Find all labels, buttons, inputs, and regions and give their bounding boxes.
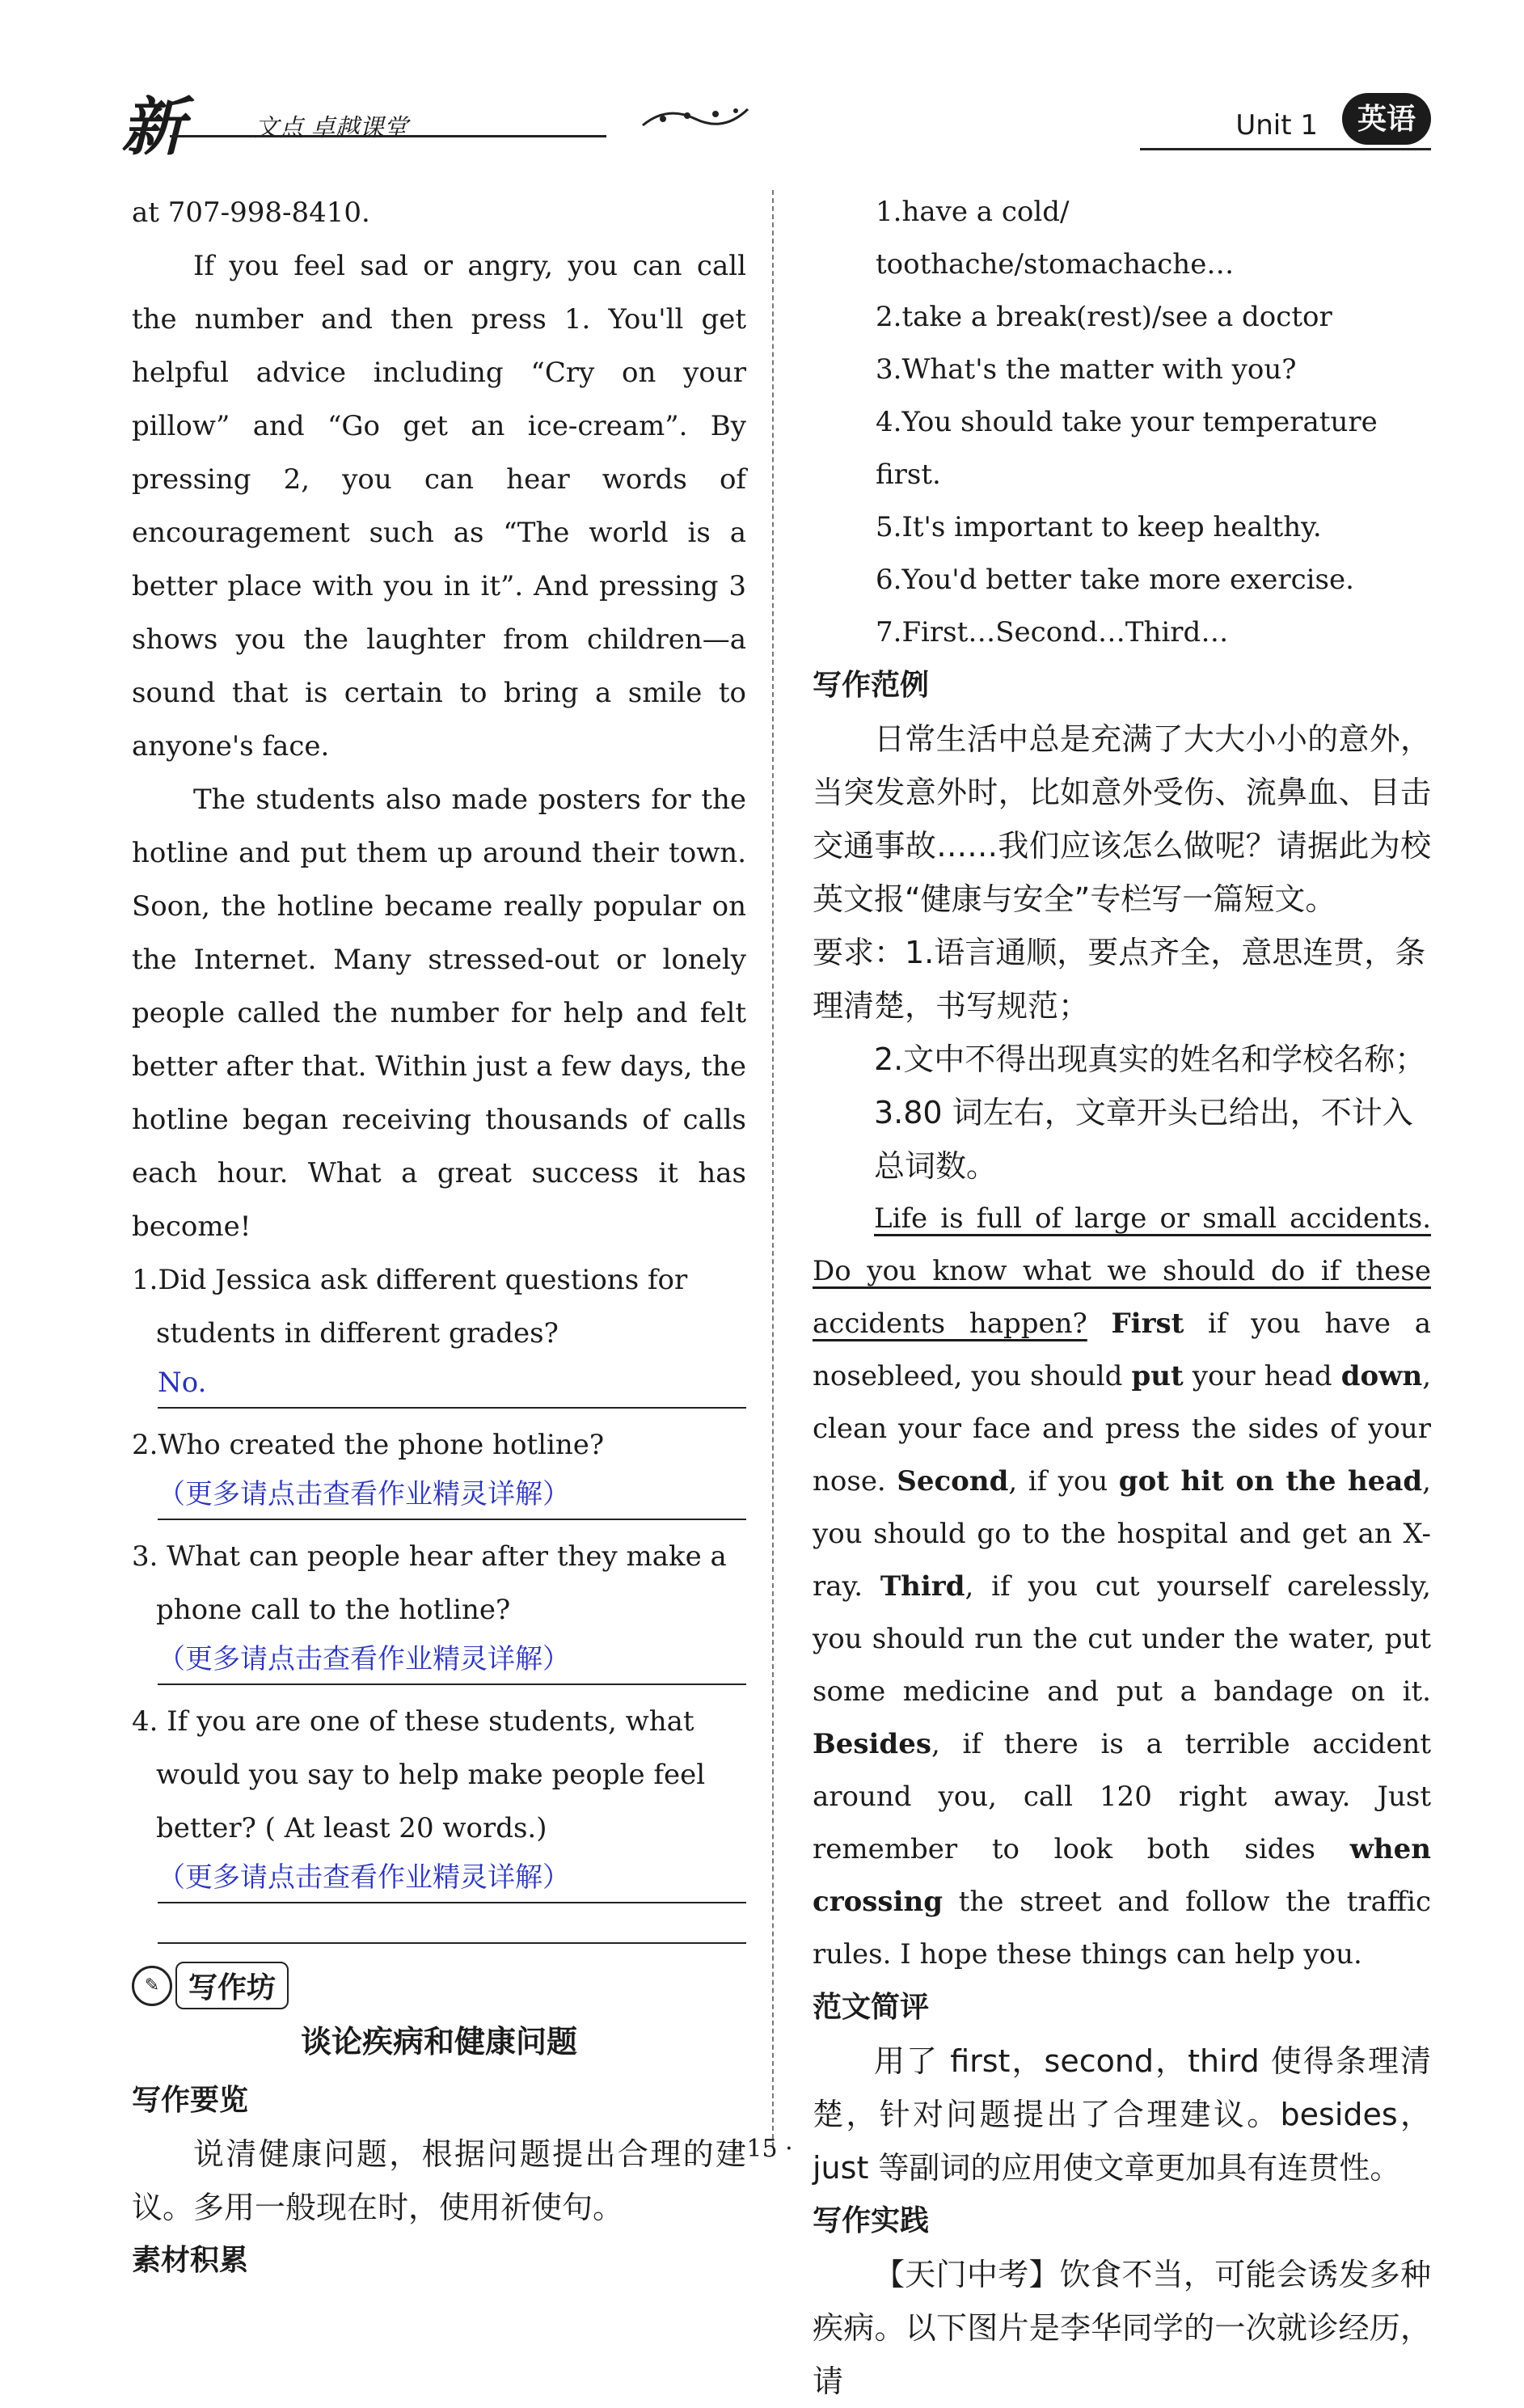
question-text: 1.Did Jessica ask different questions for students in different grades? xyxy=(132,1264,688,1350)
practice-heading: 写作实践 xyxy=(813,2204,930,2237)
page-number: · 15 · xyxy=(731,2135,793,2163)
unit-label: Unit 1 xyxy=(1235,109,1318,142)
answer-link[interactable]: （更多请点击查看作业精灵详解） xyxy=(158,1643,570,1675)
expression-item: 1.have a cold/ toothache/stomachache… xyxy=(876,196,1235,281)
answer-link[interactable]: （更多请点击查看作业精灵详解） xyxy=(158,1861,570,1894)
writing-prompt: 日常生活中总是充满了大大小小的意外，当突发意外时，比如意外受伤、流鼻血、目击交通事故……我们应该怎么做呢？请据此为校英文报“健康与安全”专栏写一篇短文。 xyxy=(813,721,1431,917)
sample-text: your head xyxy=(1183,1360,1341,1392)
expression-item: 4.You should take your temperature first. xyxy=(876,406,1378,491)
sample-text: if you have a nosebleed, you should xyxy=(813,1308,1432,1392)
sample-text: the street and follow the traffic rules. I hope these things can help you. xyxy=(813,1886,1431,1971)
keyword: First xyxy=(1111,1308,1184,1340)
flourish-ornament xyxy=(639,101,752,133)
brand-subtitle: 文点 卓越课堂 xyxy=(255,114,408,142)
answer-line xyxy=(158,1942,746,1944)
passage-para-3: The students also made posters for the hotline and put them up around their town. Soon, the hotline became really popular on the Internet. Many stressed-out or lonely people called the number for help and felt better after that. Within just a few days, the hotline began receiving thousands of calls each hour. What a great success it has become! xyxy=(132,784,746,1243)
right-column xyxy=(813,186,1431,2408)
keyword: when crossing xyxy=(813,1833,1431,1918)
question-text: 4. If you are one of these students, what would you say to help make people feel better? ( At least 20 words.) xyxy=(132,1705,706,1844)
answer-line xyxy=(158,1902,746,1903)
answer-text: No. xyxy=(158,1367,207,1399)
overview-text: 说清健康问题，根据问题提出合理的建议。多用一般现在时，使用祈使句。 xyxy=(132,2136,746,2225)
keyword: Third xyxy=(880,1570,965,1603)
expression-item: 7.First…Second…Third… xyxy=(876,616,1229,648)
expression-item: 2.take a break(rest)/see a doctor xyxy=(876,301,1332,333)
question-1 xyxy=(132,1253,746,1409)
subject-badge: 英语 xyxy=(1342,93,1431,145)
sample-text: , you should go to the hospital and get an X-ray. xyxy=(813,1465,1431,1603)
question-text: 3. What can people hear after they make a phone call to the hotline? xyxy=(132,1540,727,1626)
answer-line xyxy=(158,1683,746,1685)
pen-icon: ✎ xyxy=(132,1966,172,2006)
expression-item: 3.What's the matter with you? xyxy=(876,353,1297,386)
passage-para-2: If you feel sad or angry, you can call the number and then press 1. You'll get helpful advice including “Cry on your pillow” and “Go get an ice-cream”. By pressing 2, you can hear words of encouragement such as “The world is a better place with you in it”. And pressing 3 shows you the laughter from children—a sound that is certain to bring a smile to anyone's face. xyxy=(132,250,746,763)
question-3 xyxy=(132,1530,746,1685)
header-rule xyxy=(170,135,606,137)
question-2 xyxy=(132,1418,746,1520)
keyword: Second xyxy=(897,1465,1009,1498)
left-column xyxy=(132,186,746,2288)
sample-text: , clean your face and press the sides of your nose. xyxy=(813,1360,1431,1498)
sample-text: , if there is a terrible accident around you, call 120 right away. Just remember to look both sides xyxy=(813,1728,1431,1865)
section-banner xyxy=(132,1962,746,2009)
answer-link[interactable]: （更多请点击查看作业精灵详解） xyxy=(158,1478,570,1510)
keyword: Besides xyxy=(813,1728,931,1760)
sample-text: , if you cut yourself carelessly, you should run the cut under the water, put some medicine and put a bandage on it. xyxy=(813,1570,1431,1708)
practice-text: 【天门中考】饮食不当，可能会诱发多种疾病。以下图片是李华同学的一次就诊经历，请 xyxy=(813,2257,1431,2399)
question-4 xyxy=(132,1695,746,1944)
column-divider xyxy=(772,190,774,2147)
requirement-2: 2.文中不得出现真实的姓名和学校名称； xyxy=(874,1041,1426,1077)
review-heading: 范文简评 xyxy=(813,1991,930,2024)
brand-logo: 新 xyxy=(121,91,182,164)
requirement-1: 要求：1.语言通顺，要点齐全，意思连贯，条理清楚，书写规范； xyxy=(813,935,1426,1024)
header-right-rule xyxy=(1140,148,1431,150)
requirement-3: 3.80 词左右，文章开头已给出，不计入总词数。 xyxy=(874,1095,1413,1184)
question-text: 2.Who created the phone hotline? xyxy=(132,1429,605,1461)
section-title: 谈论疾病和健康问题 xyxy=(300,2024,577,2059)
expression-item: 5.It's important to keep healthy. xyxy=(876,511,1322,543)
sample-text: , if you xyxy=(1008,1465,1119,1498)
answer-line xyxy=(158,1407,746,1409)
example-heading: 写作范例 xyxy=(813,669,930,702)
review-text: 用了 first，second，third 使得条理清楚，针对问题提出了合理建议。besides，just 等副词的应用使文章更加具有连贯性。 xyxy=(813,2043,1431,2186)
expression-list xyxy=(813,186,1431,659)
passage-para-1: at 707-998-8410. xyxy=(132,196,370,229)
page-header xyxy=(121,77,1431,164)
section-label: 写作坊 xyxy=(175,1962,289,2009)
keyword: got hit on the head xyxy=(1118,1465,1423,1498)
sample-essay xyxy=(813,1193,1431,1981)
sample-intro: Life is full of large or small accidents. Do you know what we should do if these accidents happen? xyxy=(813,1202,1431,1340)
answer-line xyxy=(158,1519,746,1520)
expression-item: 6.You'd better take more exercise. xyxy=(876,564,1354,596)
keyword: put xyxy=(1131,1360,1184,1392)
keyword: down xyxy=(1340,1360,1423,1392)
overview-heading: 写作要览 xyxy=(132,2084,249,2117)
material-heading: 素材积累 xyxy=(132,2244,249,2277)
